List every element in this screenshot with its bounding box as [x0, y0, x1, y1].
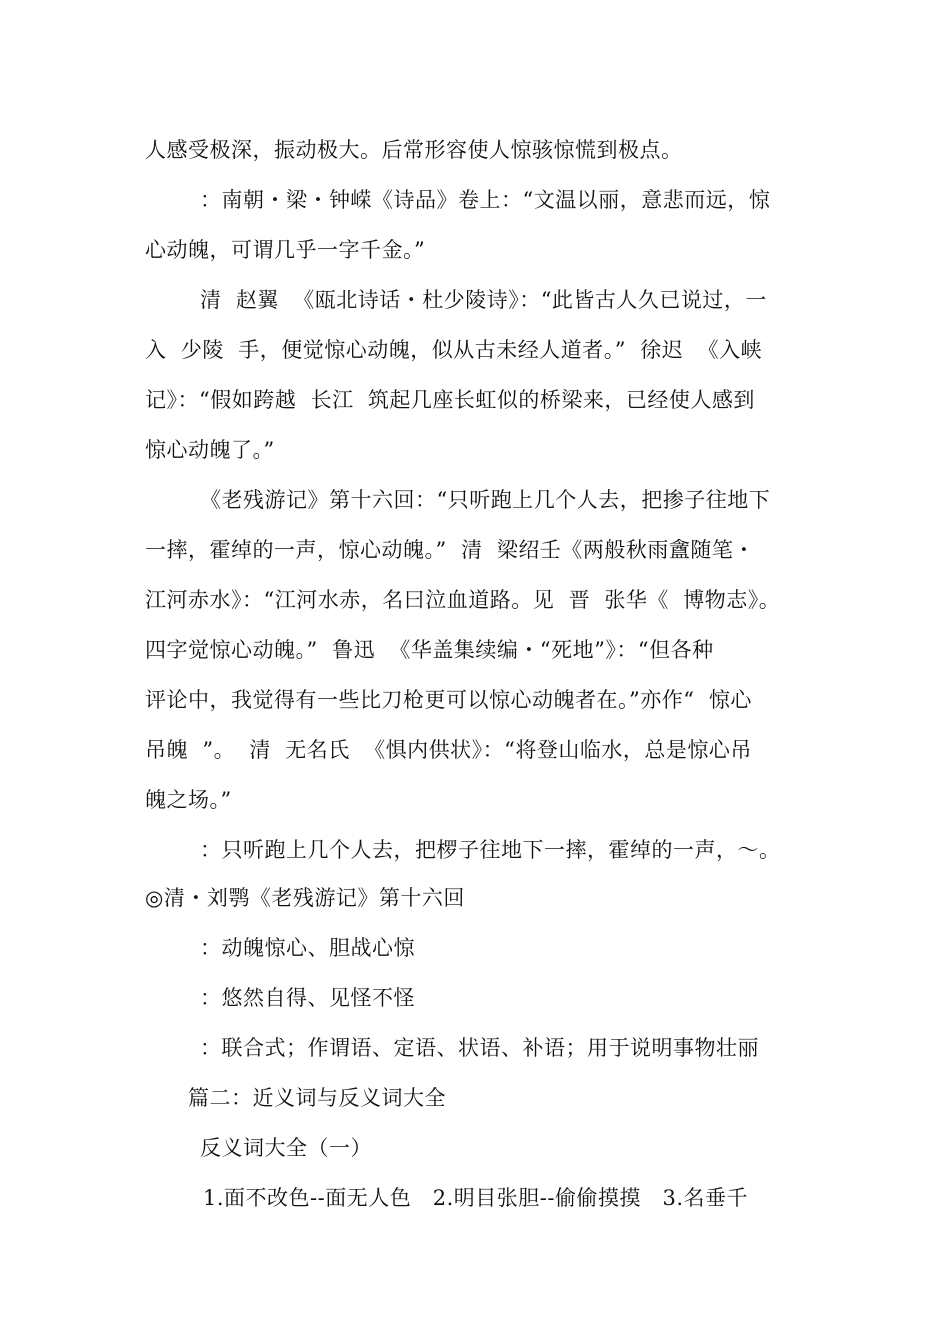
text-line-14: 魄之场。” — [145, 788, 232, 812]
text-line-18: ：悠然自得、见怪不怪 — [200, 986, 415, 1010]
text-line-7: 惊心动魄了。” — [145, 438, 275, 462]
text-line-5: 入 少陵 手，便觉惊心动魄，似从古未经人道者。” 徐迟 《入峡 — [145, 338, 763, 362]
text-line-15: ：只听跑上几个人去，把椤子往地下一摔，霍绰的一声，～。 — [200, 838, 781, 862]
text-line-4: 清 赵翼 《瓯北诗话・杜少陵诗》：“此皆古人久已说过，一 — [200, 288, 767, 312]
text-line-3: 心动魄，可谓几乎一字千金。” — [145, 238, 426, 262]
text-line-8: 《老残游记》第十六回：“只听跑上几个人去，把掺子往地下 — [200, 488, 771, 512]
text-line-2: ：南朝・梁・钟嵘《诗品》卷上：“文温以丽，意悲而远，惊 — [200, 188, 771, 212]
text-line-11: 四字觉惊心动魄。” 鲁迅 《华盖集续编・“死地”》：“但各种 — [145, 638, 714, 662]
text-line-10: 江河赤水》：“江河水赤，名曰泣血道路。见 晋 张华《 博物志》。 — [145, 588, 781, 612]
text-line-22: 1.面不改色--面无人色 2.明目张胆--偷偷摸摸 3.名垂千 — [203, 1186, 749, 1210]
text-line-19: ：联合式；作谓语、定语、状语、补语；用于说明事物壮丽 — [200, 1036, 759, 1060]
subsection-heading: 反义词大全（一） — [200, 1136, 372, 1160]
text-line-9: 一摔，霍绰的一声，惊心动魄。” 清 梁绍壬《两般秋雨盦随笔・ — [145, 538, 755, 562]
text-line-17: ：动魄惊心、胆战心惊 — [200, 936, 415, 960]
text-line-6: 记》：“假如跨越 长江 筑起几座长虹似的桥梁来，已经使人感到 — [145, 388, 755, 412]
text-line-12: 评论中，我觉得有一些比刀枪更可以惊心动魄者在。”亦作“ 惊心 — [145, 688, 752, 712]
text-line-13: 吊魄 ”。 清 无名氏 《惧内供状》：“将登山临水，总是惊心吊 — [145, 738, 752, 762]
section-heading: 篇二：近义词与反义词大全 — [188, 1086, 446, 1110]
text-line-16: ◎清・刘鹗《老残游记》第十六回 — [145, 886, 465, 910]
text-line-1: 人感受极深，振动极大。后常形容使人惊骇惊慌到极点。 — [145, 138, 683, 162]
